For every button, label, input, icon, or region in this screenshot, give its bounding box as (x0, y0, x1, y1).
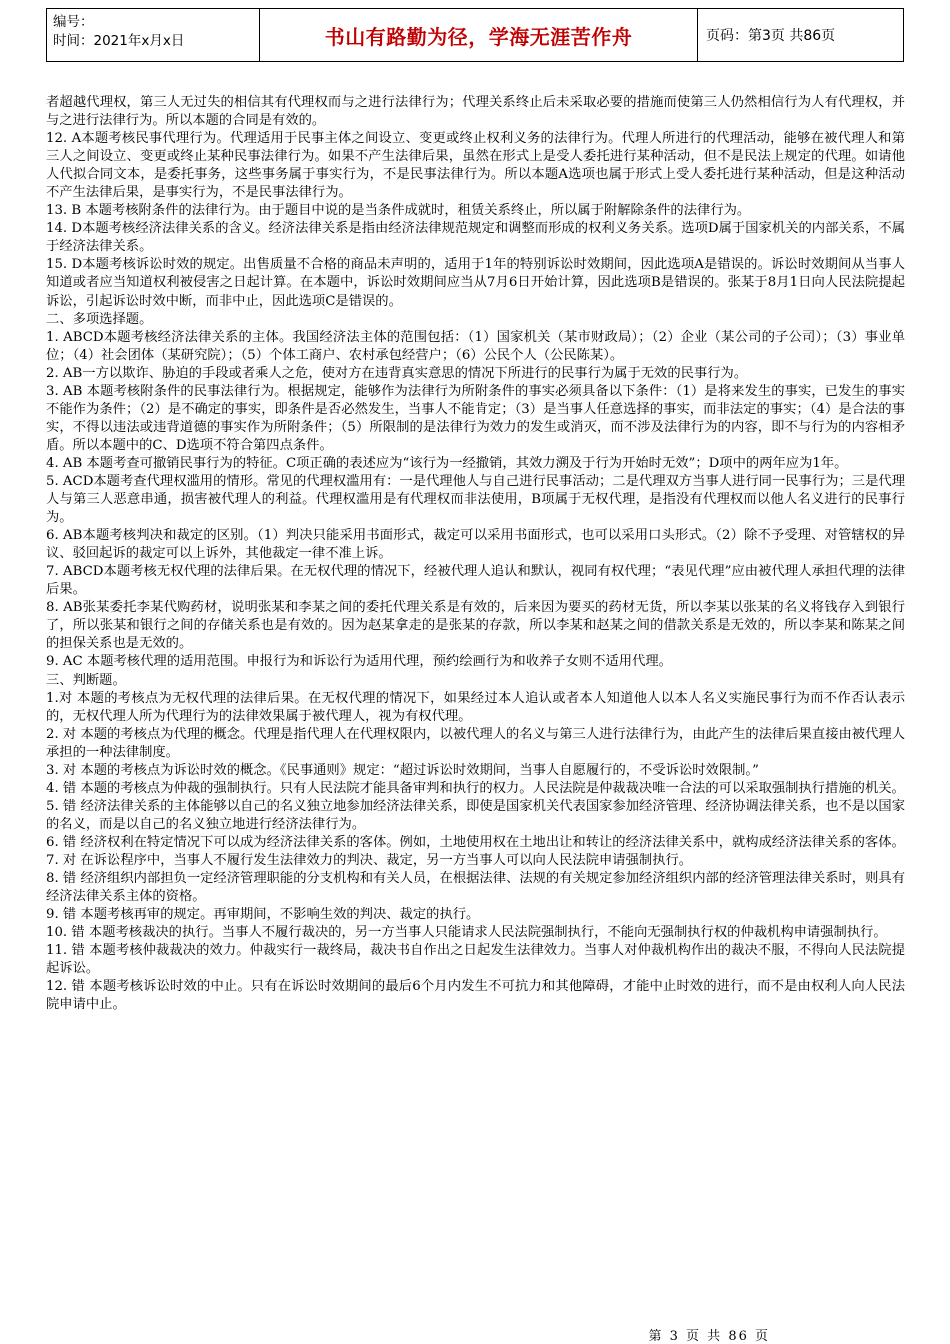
paragraph: 4. AB 本题考查可撤销民事行为的特征。C项正确的表述应为“该行为一经撤销，其效力溯及于行为开始时无效”；D项中的两年应为1年。 (46, 455, 848, 471)
paragraph: 4. 错 本题的考核点为仲裁的强制执行。只有人民法院才能具备审判和执行的权力。人民法院是仲裁裁决唯一合法的可以采取强制执行措施的机关。 (46, 780, 905, 796)
paragraph: 1.对 本题的考核点为无权代理的法律后果。在无权代理的情况下，如果经过本人追认或者本人知道他人以本人名义实施民事行为而不作否认表示的，无权代理人所为代理行为的法律效果属于被代理人，视为有权代理。 (46, 690, 905, 724)
paragraph: 5. 错 经济法律关系的主体能够以自己的名义独立地参加经济法律关系，即使是国家机关代表国家参加经济管理、经济协调法律关系，也不是以国家的名义，而是以自己的名义独立地进行经济法律行为。 (46, 798, 905, 832)
header-motto: 书山有路勤为径，学海无涯苦作舟 (324, 24, 633, 49)
header-number-label: 编号： (53, 14, 94, 30)
page-footer: 第 3 页 共 86 页 (648, 1329, 770, 1344)
header-time-label: 时间：2021年x月x日 (53, 33, 185, 49)
section-heading: 三、判断题。 (46, 672, 126, 688)
paragraph: 14. D本题考核经济法律关系的含义。经济法律关系是指由经济法律规范规定和调整而形成的权利义务关系。选项D属于国家机关的内部关系，不属于经济法律关系。 (46, 221, 905, 255)
paragraph: 9. AC 本题考核代理的适用范围。申报行为和诉讼行为适用代理，预约绘画行为和收养子女则不适用代理。 (46, 654, 672, 670)
paragraph: 9. 错 本题考核再审的规定。再审期间，不影响生效的判决、裁定的执行。 (46, 907, 480, 923)
paragraph: 15. D本题考核诉讼时效的规定。出售质量不合格的商品未声明的，适用于1年的特别诉讼时效期间，因此选项A是错误的。诉讼时效期间从当事人知道或者应当知道权利被侵害之日起计算。在本题中，诉讼时效期间应当从7月6日开始计算，因此选项B是错误的。张某于8月1日向人民法院提起诉讼，引起诉讼时效中断，而非中止，因此选项C是错误的。 (46, 257, 905, 309)
paragraph: 6. 错 经济权利在特定情况下可以成为经济法律关系的客体。例如，土地使用权在土地出让和转让的经济法律关系中，就构成经济法律关系的客体。 (46, 834, 905, 850)
paragraph: 12. 错 本题考核诉讼时效的中止。只有在诉讼时效期间的最后6个月内发生不可抗力和其他障碍，才能中止时效的进行，而不是由权利人向人民法院申请中止。 (46, 979, 905, 1013)
paragraph: 者超越代理权，第三人无过失的相信其有代理权而与之进行法律行为；代理关系终止后未采取必要的措施而使第三人仍然相信行为人有代理权，并与之进行法律行为。所以本题的合同是有效的。 (46, 95, 905, 129)
paragraph: 8. 错 经济组织内部担负一定经济管理职能的分支机构和有关人员，在根据法律、法规的有关规定参加经济组织内部的经济管理法律关系时，则具有经济法律关系主体的资格。 (46, 871, 905, 905)
page-header (46, 8, 904, 62)
paragraph: 13. B 本题考核附条件的法律行为。由于题目中说的是当条件成就时，租赁关系终止，所以属于附解除条件的法律行为。 (46, 203, 751, 219)
header-motto-cell (260, 9, 698, 61)
paragraph: 5. ACD本题考查代理权滥用的情形。常见的代理权滥用有：一是代理他人与自己进行民事活动；二是代理双方当事人进行同一民事行为；三是代理人与第三人恶意串通，损害被代理人的利益。代理权滥用是有代理权而非法使用，B项属于无权代理，是指没有代理权而以他人名义进行的民事行为。 (46, 473, 905, 526)
paragraph: 12. A本题考核民事代理行为。代理适用于民事主体之间设立、变更或终止权利义务的法律行为。代理人所进行的代理活动，能够在被代理人和第三人之间设立、变更或终止某种民事法律行为。如果不产生法律后果，虽然在形式上是受人委托进行某种活动，但不是民法上规定的代理。如请他人代拟合同文本，是委托事务，这些事务属于事实行为，不是民事法律行为。所以本题A选项也属于形式上受人委托进行某种活动，但是这种活动不产生法律后果，是事实行为，不是民事法律行为。 (46, 131, 905, 201)
header-meta (47, 9, 260, 61)
paragraph: 11. 错 本题考核仲裁裁决的效力。仲裁实行一裁终局，裁决书自作出之日起发生法律效力。当事人对仲裁机构作出的裁决不服，不得向人民法院提起诉讼。 (46, 943, 905, 977)
paragraph: 2. 对 本题的考核点为代理的概念。代理是指代理人在代理权限内，以被代理人的名义与第三人进行法律行为，由此产生的法律后果直接由被代理人承担的一种法律制度。 (46, 726, 905, 760)
header-page-info: 页码：第3页 共86页 (706, 28, 836, 44)
paragraph: 7. 对 在诉讼程序中，当事人不履行发生法律效力的判决、裁定，另一方当事人可以向人民法院申请强制执行。 (46, 852, 693, 868)
section-heading: 二、多项选择题。 (46, 311, 153, 327)
paragraph: 7. ABCD本题考核无权代理的法律后果。在无权代理的情况下，经被代理人追认和默认，视同有权代理；“表见代理”应由被代理人承担代理的法律后果。 (46, 564, 905, 598)
paragraph: 8. AB张某委托李某代购药材，说明张某和李某之间的委托代理关系是有效的，后来因为要买的药材无货，所以李某以张某的名义将钱存入到银行了，所以张某和银行之间的存储关系也是有效的。因为赵某拿走的是张某的存款，所以李某和赵某之间的借款关系是无效的，所以李某和陈某之间的担保关系也是无效的。 (46, 600, 905, 652)
paragraph: 2. AB一方以欺诈、胁迫的手段或者乘人之危，使对方在违背真实意思的情况下所进行的民事行为属于无效的民事行为。 (46, 365, 748, 381)
paragraph: 10. 错 本题考核裁决的执行。当事人不履行裁决的，另一方当事人只能请求人民法院强制执行，不能向无强制执行权的仲裁机构申请强制执行。 (46, 925, 887, 941)
document-body (46, 94, 905, 1014)
paragraph: 1. ABCD本题考核经济法律关系的主体。我国经济法主体的范围包括：（1）国家机关（某市财政局）；（2）企业（某公司的子公司）；（3）事业单位；（4）社会团体（某研究院）；（5）个体工商户、农村承包经营户；（6）公民个人（公民陈某）。 (46, 329, 905, 363)
paragraph: 3. 对 本题的考核点为诉讼时效的概念。《民事通则》规定：“超过诉讼时效期间，当事人自愿履行的，不受诉讼时效限制。” (46, 762, 759, 778)
paragraph: 3. AB 本题考核附条件的民事法律行为。根据规定，能够作为法律行为所附条件的事实必须具备以下条件：（1）是将来发生的事实，已发生的事实不能作为条件；（2）是不确定的事实，即条件是否必然发生，当事人不能肯定；（3）是当事人任意选择的事实，而非法定的事实；（4）是合法的事实，不得以违法或违背道德的事实作为所附条件；（5）所限制的是法律行为效力的发生或消灭，而不涉及法律行为的内容，即不与行为的内容相矛盾。所以本题中的C、D选项不符合第四点条件。 (46, 383, 905, 453)
paragraph: 6. AB本题考核判决和裁定的区别。（1）判决只能采用书面形式，裁定可以采用书面形式，也可以采用口头形式。（2）除不予受理、对管辖权的异议、驳回起诉的裁定可以上诉外，其他裁定一律不准上诉。 (46, 528, 905, 562)
